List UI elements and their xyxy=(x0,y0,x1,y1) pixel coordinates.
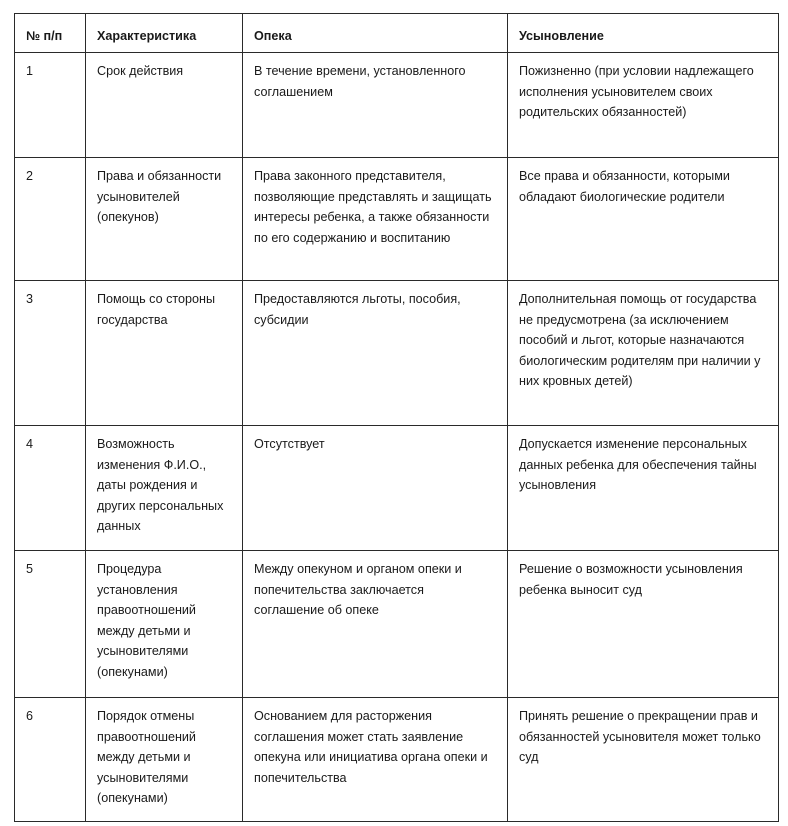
row-adoption: Пожизненно (при условии надлежащего исполнения усыновителем своих родительских обязанностей) xyxy=(508,53,779,158)
row-number: 1 xyxy=(15,53,86,158)
header-number: № п/п xyxy=(15,14,86,53)
header-row xyxy=(15,14,779,53)
row-custody: Предоставляются льготы, пособия, субсидии xyxy=(243,281,508,426)
header-custody: Опека xyxy=(243,14,508,53)
row-adoption: Допускается изменение персональных данных ребенка для обеспечения тайны усыновления xyxy=(508,426,779,551)
row-custody: В течение времени, установленного соглашением xyxy=(243,53,508,158)
row-characteristic: Возможность изменения Ф.И.О., даты рождения и других персональных данных xyxy=(86,426,243,551)
row-adoption: Решение о возможности усыновления ребенка выносит суд xyxy=(508,551,779,698)
row-custody: Между опекуном и органом опеки и попечительства заключается соглашение об опеке xyxy=(243,551,508,698)
table-row xyxy=(15,551,779,698)
row-custody: Отсутствует xyxy=(243,426,508,551)
comparison-table xyxy=(14,13,779,822)
row-adoption: Принять решение о прекращении прав и обязанностей усыновителя может только суд xyxy=(508,698,779,822)
row-characteristic: Помощь со стороны государства xyxy=(86,281,243,426)
table-row xyxy=(15,426,779,551)
row-custody: Основанием для расторжения соглашения может стать заявление опекуна или инициатива органа опеки и попечительства xyxy=(243,698,508,822)
row-number: 6 xyxy=(15,698,86,822)
table-row xyxy=(15,281,779,426)
table-row xyxy=(15,53,779,158)
table-row xyxy=(15,158,779,281)
row-characteristic: Срок действия xyxy=(86,53,243,158)
row-adoption: Дополнительная помощь от государства не предусмотрена (за исключением пособий и льгот, которые назначаются биологическим родителям при наличии у них кровных детей) xyxy=(508,281,779,426)
row-characteristic: Процедура установления правоотношений между детьми и усыновителями (опекунами) xyxy=(86,551,243,698)
row-adoption: Все права и обязанности, которыми обладают биологические родители xyxy=(508,158,779,281)
table-row xyxy=(15,698,779,822)
row-characteristic: Права и обязанности усыновителей (опекунов) xyxy=(86,158,243,281)
header-characteristic: Характеристика xyxy=(86,14,243,53)
row-number: 4 xyxy=(15,426,86,551)
row-characteristic: Порядок отмены правоотношений между детьми и усыновителями (опекунами) xyxy=(86,698,243,822)
row-number: 3 xyxy=(15,281,86,426)
header-adoption: Усыновление xyxy=(508,14,779,53)
row-number: 5 xyxy=(15,551,86,698)
row-custody: Права законного представителя, позволяющие представлять и защищать интересы ребенка, а также обязанности по его содержанию и воспитанию xyxy=(243,158,508,281)
row-number: 2 xyxy=(15,158,86,281)
